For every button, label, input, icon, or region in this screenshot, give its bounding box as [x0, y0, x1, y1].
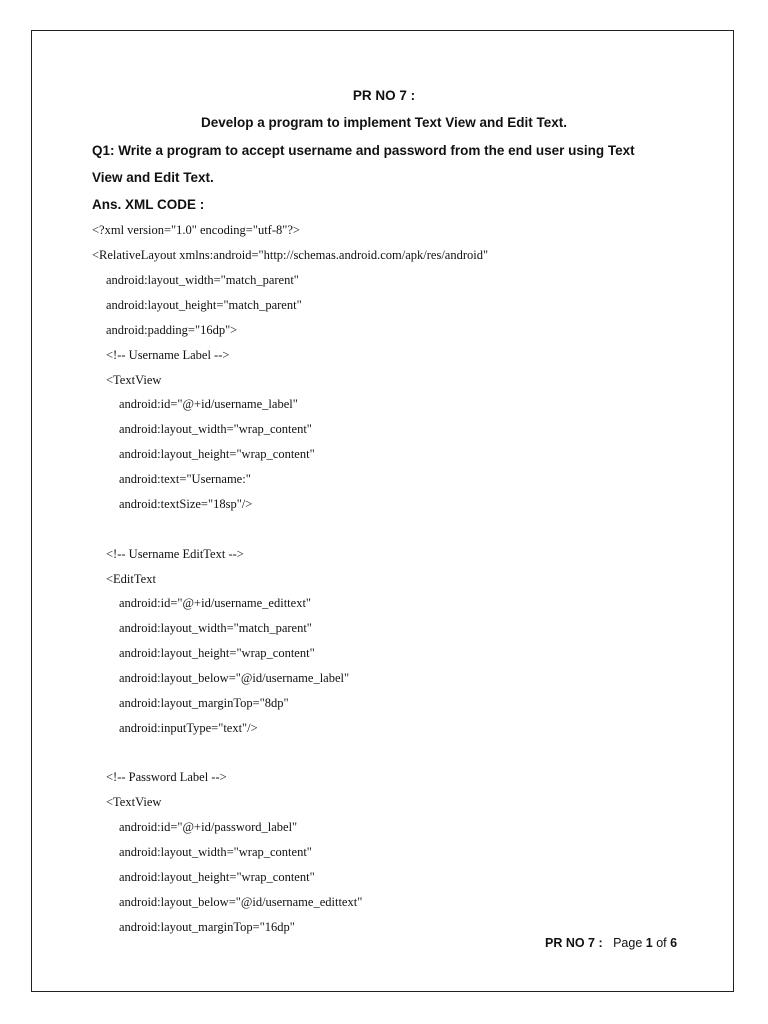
code-line: <!-- Username EditText --> [106, 547, 244, 561]
code-line: android:id="@+id/username_edittext" [119, 596, 312, 610]
code-line: <!-- Username Label --> [106, 348, 230, 362]
code-line: android:layout_marginTop="8dp" [119, 696, 289, 710]
code-line: android:layout_height="wrap_content" [119, 870, 315, 884]
code-line: android:layout_height="match_parent" [106, 298, 302, 312]
footer-of-word: of [656, 936, 667, 950]
footer-pr-label: PR NO 7 : [545, 936, 603, 950]
question-line-1: Q1: Write a program to accept username and password from the end user using Text [92, 143, 635, 158]
code-line: android:layout_height="wrap_content" [119, 447, 315, 461]
code-line: android:layout_width="wrap_content" [119, 845, 312, 859]
code-line: android:id="@+id/username_label" [119, 397, 298, 411]
code-line: android:layout_below="@id/username_edittext" [119, 895, 363, 909]
footer-page-word: Page [613, 936, 643, 950]
footer-total-pages: 6 [670, 936, 678, 950]
code-line: android:layout_height="wrap_content" [119, 646, 315, 660]
code-line: <!-- Password Label --> [106, 770, 227, 784]
code-line: android:layout_below="@id/username_label" [119, 671, 350, 685]
question-line-2: View and Edit Text. [92, 170, 214, 185]
page-footer [545, 937, 677, 950]
code-line: android:padding="16dp"> [106, 323, 238, 337]
code-line: <TextView [106, 373, 162, 387]
code-line: android:inputType="text"/> [119, 721, 258, 735]
code-line: android:id="@+id/password_label" [119, 820, 298, 834]
code-line: <RelativeLayout xmlns:android="http://schemas.android.com/apk/res/android" [92, 248, 489, 262]
answer-label: Ans. XML CODE : [92, 197, 205, 212]
pr-title: PR NO 7 : [352, 88, 416, 103]
code-line: <TextView [106, 795, 162, 809]
code-line: android:layout_width="wrap_content" [119, 422, 312, 436]
code-line: <?xml version="1.0" encoding="utf-8"?> [92, 223, 300, 237]
code-line: android:text="Username:" [119, 472, 251, 486]
footer-current-page: 1 [645, 936, 653, 950]
code-line: <EditText [106, 572, 156, 586]
code-line: android:textSize="18sp"/> [119, 497, 253, 511]
code-line: android:layout_width="match_parent" [119, 621, 312, 635]
aim-heading: Develop a program to implement Text View and Edit Text. [200, 115, 568, 130]
code-line: android:layout_marginTop="16dp" [119, 920, 295, 934]
code-line: android:layout_width="match_parent" [106, 273, 299, 287]
